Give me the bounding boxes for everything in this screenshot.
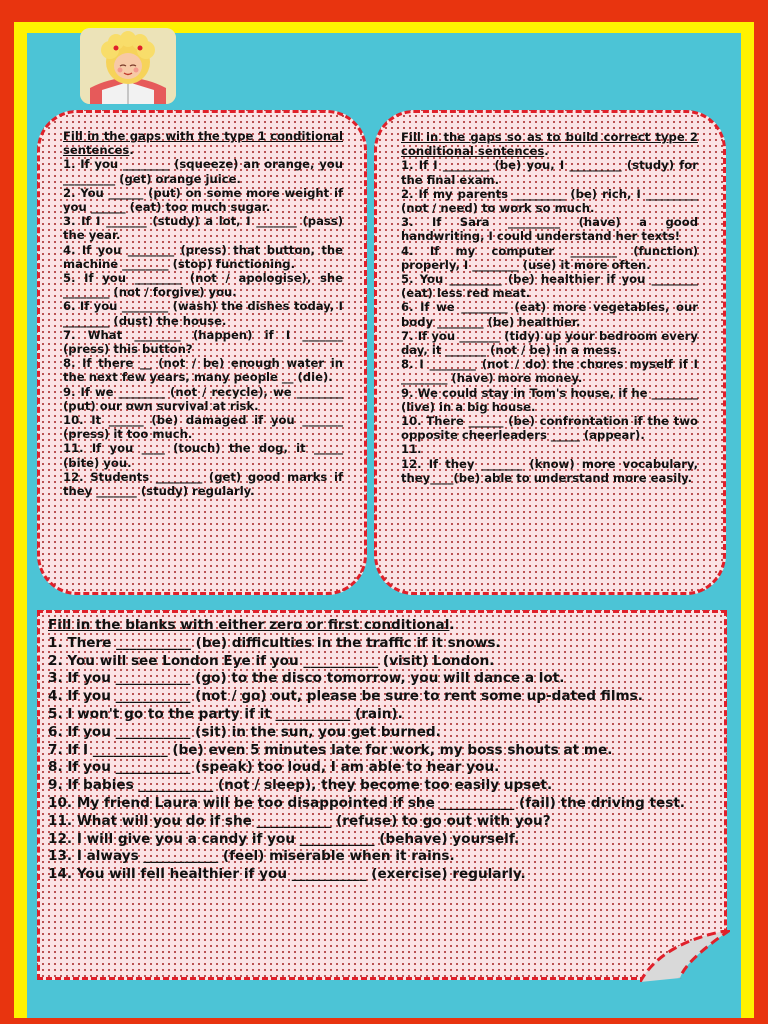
type2-title: Fill in the gaps so as to build correct type 2 conditional sentences (401, 130, 698, 159)
type1-item: 1. If you ________ (squeeze) an orange, you _________ (get) orange juice. (63, 157, 343, 186)
zero-first-item: 2. You will see London Eye if you ___________ (visit) London. (48, 652, 495, 669)
type2-item: 8. I ________ (not / do) the chores myself if I ________ (have) more money. (401, 357, 698, 386)
zero-first-exercise-content (48, 617, 688, 884)
page-curl-decoration (640, 930, 730, 982)
zero-first-item: 13. I always ___________ (feel) miserable when it rains. (48, 848, 455, 865)
zero-first-item: 14. You will fell healthier if you ___________ (exercise) regularly. (48, 866, 526, 883)
type1-item: 6. If you ________ (wash) the dishes today, I ________ (dust) the house. (63, 299, 343, 328)
type2-item: 12. If they _______ (know) more vocabulary, they____(be) able to understand more easily. (401, 456, 698, 485)
type1-item: 12. Students ________ (get) good marks if they _______ (study) regularly. (63, 469, 343, 499)
type2-exercise-content (401, 130, 698, 485)
type1-item: 11. If you ____ (touch) the dog, it _____ (bite) you. (63, 441, 343, 470)
type1-item: 5. If you ________ (not / apologise), she ________ (not / forgive) you. (63, 271, 343, 300)
type1-item: 3. If I _______ (study) a lot, I _______ (pass) the year. (63, 214, 343, 243)
type2-item: 9. We could stay in Tom's house, if he ________ (live) in a big house. (401, 385, 698, 414)
type2-item: 10. There ______ (be) confrontation if the two opposite cheerleaders _____ (appear). (401, 414, 698, 443)
zero-first-item: 8. If you ___________ (speak) too loud, I am able to hear you. (48, 759, 500, 776)
zero-first-item: 5. I won't go to the party if it ___________ (rain). (48, 705, 403, 722)
zero-first-item: 4. If you ___________ (not / go) out, please be sure to rent some up-dated films. (48, 688, 643, 705)
zero-first-title-suffix: . (449, 617, 455, 633)
type1-title: Fill in the gaps with the type 1 conditional sentences (63, 129, 343, 158)
type1-item: 2. You ______ (put) on some more weight if you ______ (eat) too much sugar. (63, 185, 343, 215)
zero-first-item: 3. If you ___________ (go) to the disco tomorrow, you will dance a lot. (48, 670, 565, 687)
zero-first-title: Fill in the blanks with either zero or first conditional (48, 617, 450, 633)
type2-item: 5. You _________ (be) healthier if you ________ (eat) less red meat. (401, 272, 698, 301)
zero-first-title-line (48, 617, 688, 635)
type1-title-line (63, 129, 343, 157)
zero-first-item: 11. What will you do if she ___________ (refuse) to go out with you? (48, 812, 551, 829)
zero-first-item: 7. If I ___________ (be) even 5 minutes late for work, my boss shouts at me. (48, 741, 613, 758)
type1-item: 7. What ________ (happen) if I _______ (press) this button? (63, 327, 343, 357)
type2-item: 11. (401, 442, 422, 457)
type2-item: 3. If Sara _________ (have) a good handwriting, I could understand her texts! (401, 215, 698, 244)
zero-first-item: 9. If babies ___________ (not / sleep), they become too easily upset. (48, 777, 553, 794)
type2-title-suffix: . (544, 144, 549, 159)
type1-item: 9. If we ________ (not / recycle), we ________ (put) our own survival at risk. (63, 384, 343, 413)
type2-item: 7. If you _______ (tidy) up your bedroom every day, it _______ (not / be) in a mess. (401, 328, 698, 358)
type1-title-suffix: . (129, 143, 134, 158)
type2-item: 6. If we ________ (eat) more vegetables, our body ________ (be) healthier. (401, 300, 698, 329)
type2-item: 4. If my computer ________ (function) properly, I ________ (use) it more often. (401, 243, 698, 272)
type1-item: 10. It ______ (be) damaged if you _______ (press) it too much. (63, 413, 343, 442)
zero-first-item: 10. My friend Laura will be too disappointed if she ___________ (fail) the driving test. (48, 794, 685, 811)
type1-item: 4. If you ________ (press) that button, the machine ________ (stop) functioning. (63, 242, 343, 271)
type1-item: 8. If there __ (not / be) enough water in the next few years, many people __ (die). (63, 356, 343, 385)
girl-reading-illustration (80, 28, 176, 104)
type1-exercise-content (63, 129, 343, 498)
zero-first-item: 6. If you ___________ (sit) in the sun, you get burned. (48, 723, 441, 740)
type2-item: 2. If my parents _________ (be) rich, I _________ (not / need) to work so much. (401, 186, 698, 216)
zero-first-item: 1. There ___________ (be) difficulties in the traffic if it snows. (48, 634, 501, 651)
zero-first-item: 12. I will give you a candy if you ___________ (behave) yourself. (48, 830, 520, 847)
type2-item: 1. If I ________ (be) you, I _________ (study) for the final exam. (401, 158, 698, 187)
type2-title-line (401, 130, 698, 158)
